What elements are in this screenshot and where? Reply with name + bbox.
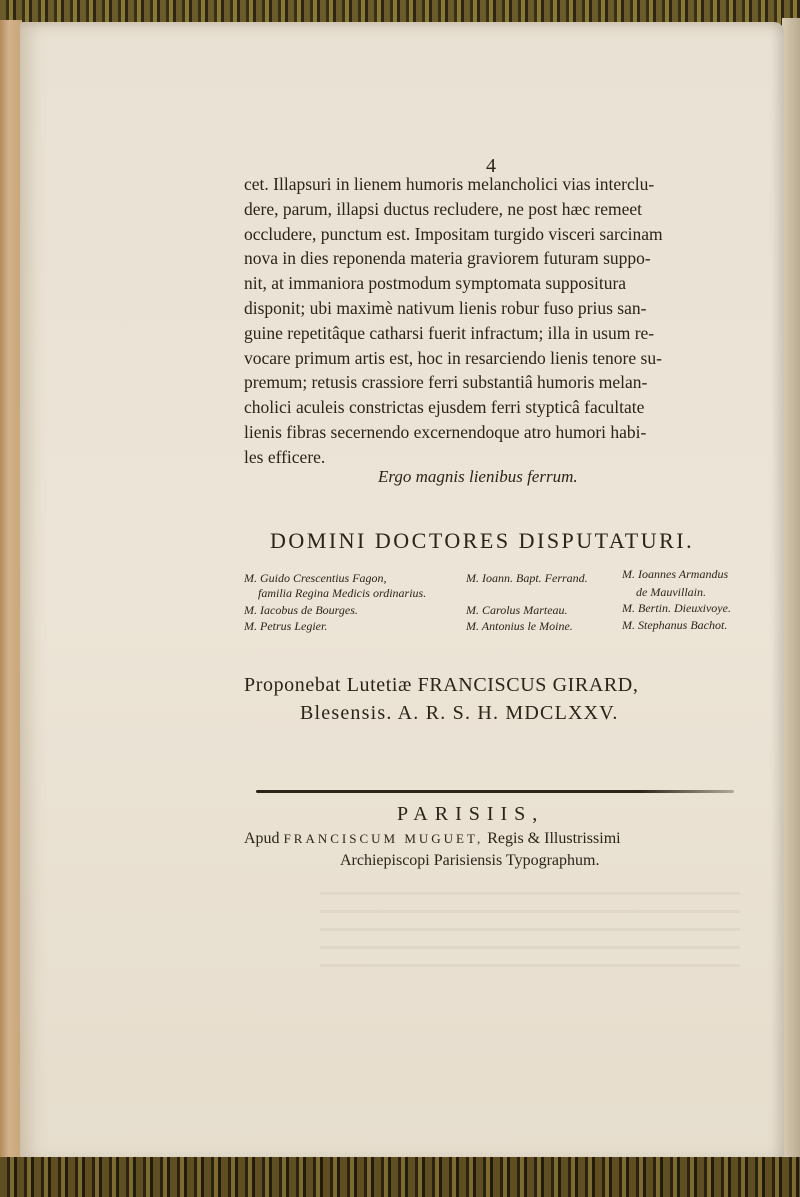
body-line: lienis fibras secernendo excernendoque atro humori habi- bbox=[244, 421, 647, 442]
body-line: dere, parum, illapsi ductus recludere, ne post hæc remeet bbox=[244, 198, 642, 219]
body-text bbox=[244, 172, 764, 470]
date-line: Blesensis. A. R. S. H. MDCLXXV. bbox=[300, 702, 619, 724]
respondent-line: Proponebat Lutetiæ FRANCISCUS GIRARD, bbox=[244, 674, 639, 696]
imprint-printer: FRANCISCUM MUGUET, bbox=[283, 831, 484, 846]
binding-border-bottom bbox=[0, 1157, 800, 1197]
body-line: cholici aculeis constrictas ejusdem ferri stypticâ facultate bbox=[244, 397, 645, 418]
doctor-entry: M. Ioann. Bapt. Ferrand. bbox=[466, 571, 588, 585]
doctor-entry: M. Petrus Legier. bbox=[244, 619, 328, 633]
body-line: nova in dies reponenda materia graviorem futuram suppo- bbox=[244, 248, 651, 269]
doctor-entry: M. Ioannes Armandus bbox=[622, 567, 729, 581]
body-line: nit, at immaniora postmodum symptomata suppositura bbox=[244, 273, 627, 294]
body-line: occludere, punctum est. Impositam turgido visceri sarcinam bbox=[244, 223, 663, 244]
page-number: 4 bbox=[486, 155, 496, 177]
page-gutter-edge bbox=[0, 20, 22, 1170]
horizontal-rule bbox=[256, 790, 734, 793]
doctor-entry: M. Iacobus de Bourges. bbox=[244, 603, 358, 617]
body-line: guine repetitâque catharsi fuerit infractum; illa in usum re- bbox=[244, 322, 655, 343]
doctor-entry: M. Carolus Marteau. bbox=[466, 603, 568, 617]
imprint-archbishop: Archiepiscopi Parisiensis Typographum. bbox=[340, 852, 600, 869]
doctor-entry: M. Stephanus Bachot. bbox=[622, 618, 728, 632]
imprint-printer-line bbox=[244, 830, 621, 848]
body-line: vocare primum artis est, hoc in resarciendo lienis tenore su- bbox=[244, 347, 662, 368]
imprint-regis: Regis & Illustrissimi bbox=[487, 830, 621, 847]
doctors-heading: DOMINI DOCTORES DISPUTATURI. bbox=[270, 528, 695, 553]
body-line: cet. Illapsuri in lienem humoris melancholici vias interclu- bbox=[244, 174, 655, 194]
body-line: premum; retusis crassiore ferri substantiâ humoris melan- bbox=[244, 372, 648, 393]
imprint-apud: Apud bbox=[244, 830, 280, 847]
imprint-city: PARISIIS, bbox=[397, 803, 545, 825]
page-stack-edge bbox=[782, 18, 800, 1168]
body-line: les efficere. bbox=[244, 446, 326, 467]
body-line: disponit; ubi maximè nativum lienis robur fuso prius san- bbox=[244, 297, 647, 318]
conclusion-thesis: Ergo magnis lienibus ferrum. bbox=[378, 467, 578, 486]
doctor-entry: M. Antonius le Moine. bbox=[466, 619, 573, 633]
doctor-entry: de Mauvillain. bbox=[636, 585, 706, 599]
doctor-entry: M. Guido Crescentius Fagon, bbox=[244, 571, 387, 585]
doctor-entry: familia Regina Medicis ordinarius. bbox=[258, 586, 427, 600]
bleed-through-text bbox=[320, 892, 740, 972]
doctor-entry: M. Bertin. Dieuxivoye. bbox=[622, 601, 731, 615]
